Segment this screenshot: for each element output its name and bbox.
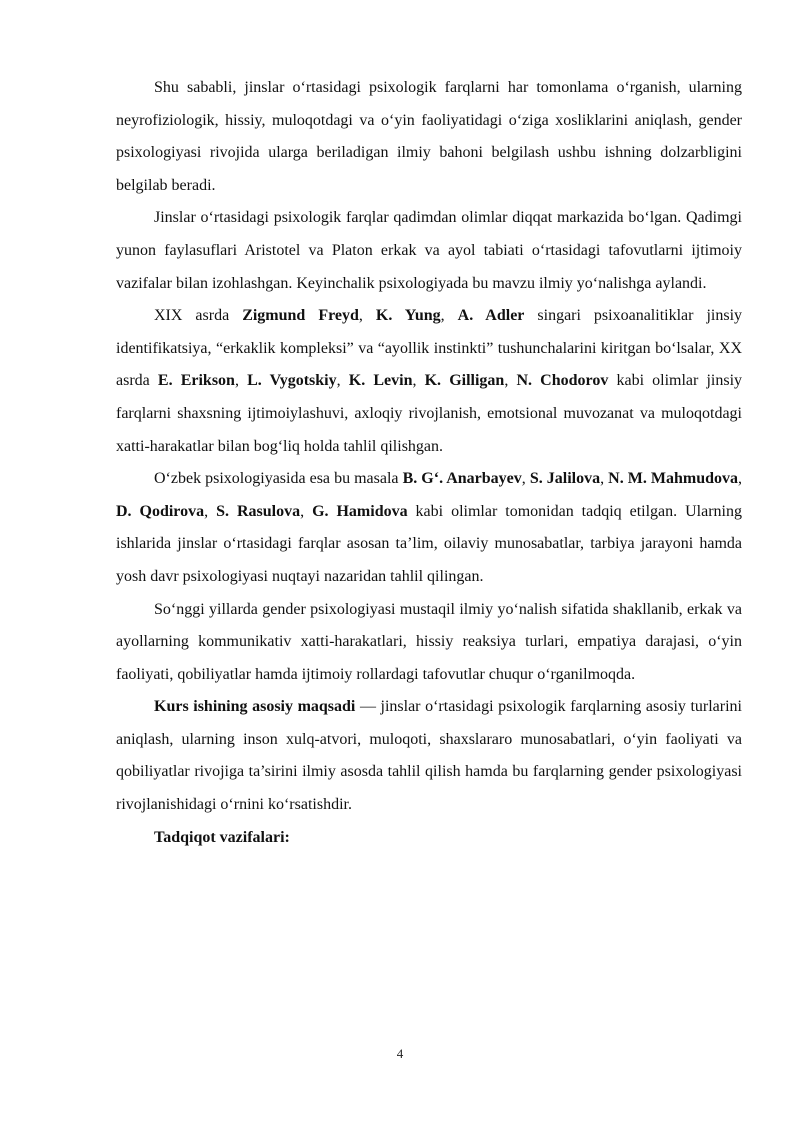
scholar-name: L. Vygotskiy (247, 372, 337, 390)
tasks-heading (116, 822, 742, 855)
text-run: , (204, 502, 217, 520)
text-run: , (600, 470, 609, 488)
text-run: O‘zbek psixologiyasida esa bu masala (154, 470, 403, 488)
scholar-name: N. M. Mahmudova (608, 470, 739, 488)
paragraph-recent-years (116, 594, 742, 692)
text-run: , (521, 470, 530, 488)
page-number: 4 (396, 1046, 404, 1061)
text-run: , (358, 307, 376, 325)
tasks-heading-text: Tadqiqot vazifalari: (154, 828, 290, 846)
text-run: , (336, 372, 349, 390)
paragraph-text: — jinslar o‘rtasidagi psixologik farqlarning asosiy turlarini aniqlash, ularning inson xulq-atvori, muloqoti, shaxslararo munosabatlari, o‘yin faoliyati va qobiliyatlar rivojiga ta’sirini ilmiy asosda tahlil qilish hamda bu farqlarning gender psixologiyasi rivojlanishidagi o‘rnini ko‘rsatishdir. (116, 698, 742, 814)
scholar-name: S. Rasulova (216, 502, 301, 520)
scholar-name: S. Jalilova (529, 470, 601, 488)
scholar-name: K. Gilligan (424, 372, 505, 390)
scholar-name: B. G‘. Anarbayev (402, 470, 522, 488)
text-run: XIX asrda (154, 307, 243, 325)
scholar-name: K. Levin (348, 372, 413, 390)
scholar-name: G. Hamidova (312, 502, 408, 520)
text-run: , (738, 470, 743, 488)
paragraph-uzbek-scholars (116, 463, 742, 593)
scholar-name: A. Adler (457, 307, 525, 325)
paragraph-text: So‘nggi yillarda gender psixologiyasi mustaqil ilmiy yo‘nalish sifatida shakllanib, erkak va ayollarning kommunikativ xatti-harakatlari, hissiy reaksiya turlari, empatiya darajasi, o‘yin faoliyati, qobiliyatlar hamda ijtimoiy rollardagi tafovutlar chuqur o‘rganilmoqda. (116, 600, 742, 683)
scholar-name: K. Yung (375, 307, 441, 325)
text-run: , (412, 372, 425, 390)
text-run: kabi olimlar jinsiy farqlarni shaxsning ijtimoiylashuvi, axloqiy rivojlanish, emotsional muvozanat va muloqotdagi xatti-harakatlar bilan bog‘liq holda tahlil qilishgan. (116, 372, 743, 455)
text-run: , (504, 372, 517, 390)
text-run: singari psixoanalitiklar jinsiy identifikatsiya, “erkaklik kompleksi” va “ayollik instinkti” tushunchalarini kiritgan bo‘lsalar, XX asrda (116, 307, 743, 390)
text-run: , (440, 307, 458, 325)
paragraph-foreign-scholars (116, 300, 742, 463)
text-run: , (300, 502, 313, 520)
text-run: kabi olimlar tomonidan tadqiq etilgan. Ularning ishlarida jinslar o‘rtasidagi farqlar asosan ta’lim, oilaviy munosabatlar, tarbiya jarayoni hamda yosh davr psixologiyasi nuqtayi nazaridan tahlil qilingan. (116, 502, 742, 585)
scholar-name: N. Chodorov (516, 372, 609, 390)
aim-lead: Kurs ishining asosiy maqsadi (154, 698, 356, 716)
paragraph-history (116, 202, 742, 300)
scholar-name: E. Erikson (157, 372, 235, 390)
paragraph-relevance (116, 72, 742, 202)
scholar-name: D. Qodirova (116, 502, 205, 520)
scholar-name: Zigmund Freyd (242, 307, 359, 325)
paragraph-text: Jinslar o‘rtasidagi psixologik farqlar qadimdan olimlar diqqat markazida bo‘lgan. Qadimgi yunon faylasuflari Aristotel va Platon erkak va ayol tabiati o‘rtasidagi tafovutlarni ijtimoiy vazifalar bilan izohlashgan. Keyinchalik psixologiyada bu mavzu ilmiy yo‘nalishga aylandi. (116, 209, 742, 292)
paragraph-aim (116, 691, 742, 821)
page-content (116, 72, 742, 854)
paragraph-text: Shu sababli, jinslar o‘rtasidagi psixologik farqlarni har tomonlama o‘rganish, ularning neyrofiziologik, hissiy, muloqotdagi va o‘yin faoliyatidagi o‘ziga xosliklarini aniqlash, gender psixologiyasi rivojida ularga beriladigan ilmiy bahoni belgilash ushbu ishning dolzarbligini belgilab beradi. (116, 79, 742, 194)
text-run: , (234, 372, 248, 390)
